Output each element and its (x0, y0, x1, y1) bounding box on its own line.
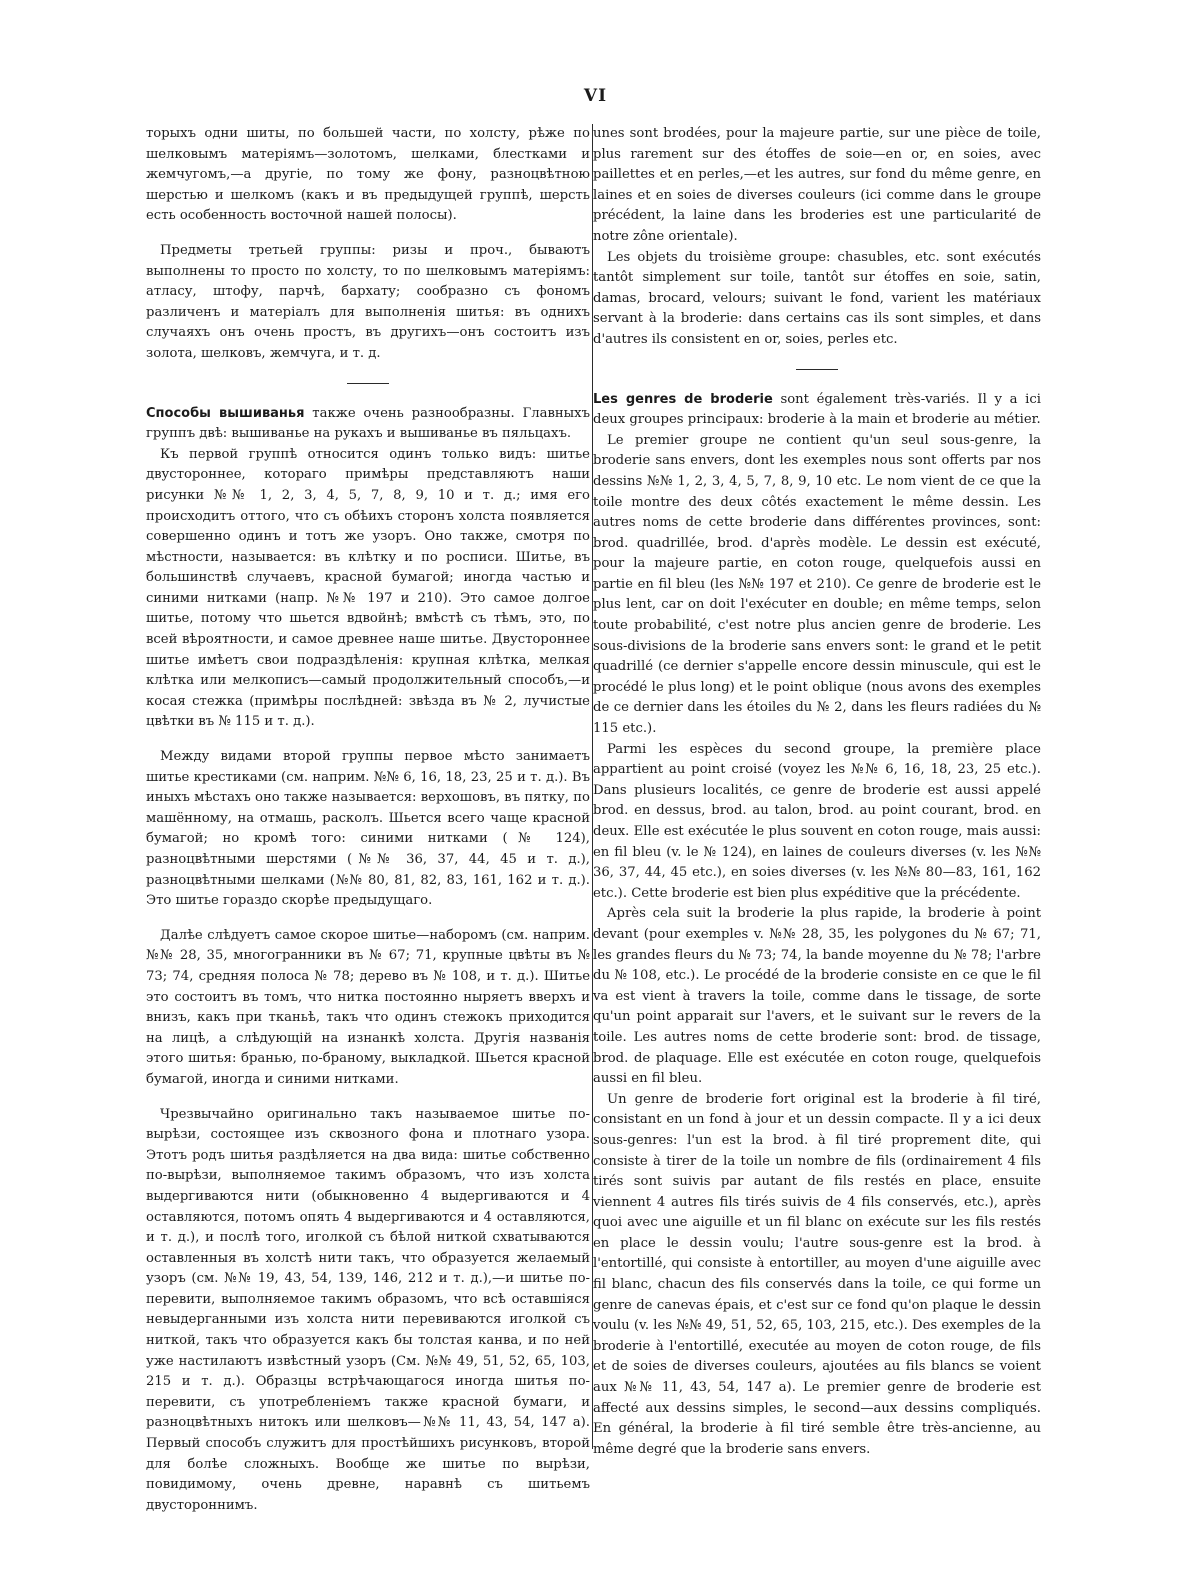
ru-section-heading: Способы вышиванья (146, 405, 305, 421)
ru-paragraph-5: Между видами второй группы первое мѣсто занимаетъ шитье крестиками (см. наприм. №№ 6, 16, 18, 23, 25 и т. д.). Въ иныхъ мѣстахъ оно также называется: верхошовъ, въ пятку, по машённому, на отмашь, расколъ. Шьется всего чаще красной бумагой; но кромѣ того: синими нитками (№ 124), разноцвѣтными шерстями (№№ 36, 37, 44, 45 и т. д.), разноцвѣтными шелками (№№ 80, 81, 82, 83, 161, 162 и т. д.). Это шитье гораздо скорѣе предыдущаго. (146, 749, 590, 909)
fr-paragraph-6: Après cela suit la broderie la plus rapide, la broderie à point devant (pour exemples v. №№ 28, 35, les polygones du № 67; 71, les grandes fleurs du № 73; 74, la bande moyenne du № 78; l'arbre du № 108, etc.). Le procédé de la broderie consiste en ce que le fil va est vient à travers la toile, comme dans le tissage, de sorte qu'un point apparait sur l'avers, et le suivant sur le revers de la toile. Les autres noms de cette broderie sont: brod. de tissage, brod. de plaquage. Elle est exécutée en coton rouge, quelquefois aussi en fil bleu. (593, 906, 1041, 1087)
page-number: VI (583, 86, 608, 106)
ru-paragraph-2: Предметы третьей группы: ризы и проч., бываютъ выполнены то просто по холсту, то по шелковымъ матеріямъ: атласу, штофу, парчѣ, бархату; сообразно съ фономъ различенъ и матеріалъ для выполненія шитья: въ однихъ случаяхъ онъ очень простъ, въ другихъ—онъ состоитъ изъ золота, шелковъ, жемчуга, и т. д. (146, 242, 590, 361)
fr-paragraph-7: Un genre de broderie fort original est la broderie à fil tiré, consistant en un fond à jour et un dessin compacte. Il y a ici deux sous-genres: l'un est la brod. à fil tiré proprement dite, qui consiste à tirer de la toile un nombre de fils (ordinairement 4 fils tirés sont suivis par autant de fils restés en place, ensuite viennent 4 autres fils tirés suivis de 4 fils conservés, etc.), après quoi avec une aiguille et un fil blanc on exécute sur les fils restés en place le dessin voulu; l'autre sous-genre est la brod. à l'entortillé, qui consiste à entortiller, au moyen d'une aiguille avec fil blanc, chacun des fils conservés dans la toile, ce qui forme un genre de canevas épais, et c'est sur ce fond qu'on plaque le dessin voulu (v. les №№ 49, 51, 52, 65, 103, 215, etc.). Des exemples de la broderie à l'entortillé, executée au moyen de coton rouge, de fils et de soies de diverses couleurs, ajoutées au fils blancs se voient aux №№ 11, 43, 54, 147 a). Le premier genre de broderie est affecté aux dessins simples, le second—aux dessins compliqués. En général, la broderie à fil tiré semble être très-ancienne, au même degré que la broderie sans envers. (593, 1091, 1041, 1457)
section-separator (796, 369, 838, 370)
ru-paragraph-3-text: также очень разнообразны. Главныхъ группъ двѣ: вышиванье на рукахъ и вышиванье въ пяльцахъ. (146, 405, 590, 442)
ru-paragraph-6: Далѣе слѣдуетъ самое скорое шитье—наборомъ (см. наприм. №№ 28, 35, многогранники въ № 67; 71, крупные цвѣты въ № 73; 74, средняя полоса № 78; дерево въ № 108, и т. д.). Шитье это состоитъ въ томъ, что нитка постоянно ныряетъ вверхъ и внизъ, какъ при тканьѣ, такъ что одинъ стежокъ приходится на лицѣ, а слѣдующій на изнанкѣ холста. Другія названія этого шитья: бранью, по-браному, выкладкой. Шьется красной бумагой, иногда и синими нитками. (146, 927, 590, 1087)
french-column (593, 124, 1041, 1460)
ru-paragraph-3 (146, 404, 590, 445)
fr-paragraph-4: Le premier groupe ne contient qu'un seul sous-genre, la broderie sans envers, dont les exemples nous sont offerts par nos dessins №№ 1, 2, 3, 4, 5, 7, 8, 9, 10 etc. Le nom vient de ce que la toile montre des deux côtés exactement le même dessin. Les autres noms de cette broderie dans différentes provinces, sont: brod. quadrillée, brod. d'après modèle. Le dessin est exécuté, pour la majeure partie, en coton rouge, quelquefois aussi en partie en fil bleu (les №№ 197 et 210). Ce genre de broderie est le plus lent, car on doit l'exécuter en double; en même temps, selon toute probabilité, c'est notre plus ancien genre de broderie. Les sous-divisions de la broderie sans envers sont: le grand et le petit quadrillé (ce dernier s'appelle encore dessin minuscule, qui est le procédé le plus long) et le point oblique (nous avons des exemples de ce dernier dans les étoiles du № 2, dans les fleurs radiées du № 115 etc.). (593, 432, 1041, 737)
russian-column (146, 124, 590, 1516)
fr-paragraph-3 (593, 390, 1041, 431)
fr-paragraph-1: unes sont brodées, pour la majeure partie, sur une pièce de toile, plus rarement sur des étoffes de soie—en or, en soies, avec paillettes et en perles,—et les autres, sur fond du même genre, en laines et en soies de diverses couleurs (ici comme dans le groupe précédent, la laine dans les broderies est une particularité de notre zône orientale). (593, 126, 1041, 244)
ru-paragraph-7: Чрезвычайно оригинально такъ называемое шитье по-вырѣзи, состоящее изъ сквозного фона и плотнаго узора. Этотъ родъ шитья раздѣляется на два вида: шитье собственно по-вырѣзи, выполняемое такимъ образомъ, что изъ холста выдергиваются нити (обыкновенно 4 выдергиваются и 4 оставляются, потомъ опять 4 выдергиваются и 4 оставляются, и т. д.), и послѣ того, иголкой съ бѣлой ниткой схватываются оставленныя въ холстѣ нити такъ, что образуется желаемый узоръ (см. №№ 19, 43, 54, 139, 146, 212 и т. д.),—и шитье по-перевити, выполняемое такимъ образомъ, что всѣ оставшіяся невыдерганными изъ холста нити перевиваются иголкой съ ниткой, такъ что образуется какъ бы толстая канва, и по ней уже настилаютъ извѣстный узоръ (См. №№ 49, 51, 52, 65, 103, 215 и т. д.). Образцы встрѣчающагося иногда шитья по-перевити, съ употребленіемъ также красной бумаги, и разноцвѣтныхъ нитокъ или шелковъ—№№ 11, 43, 54, 147 а). Первый способъ служитъ для простѣйшихъ рисунковъ, второй для болѣе сложныхъ. Вообще же шитье по вырѣзи, повидимому, очень древне, наравнѣ съ шитьемъ двустороннимъ. (146, 1106, 590, 1513)
section-separator (347, 383, 389, 384)
fr-paragraph-3-text: sont également très-variés. Il y a ici deux groupes principaux: broderie à la main et broderie au métier. (593, 391, 1041, 428)
ru-paragraph-4: Къ первой группѣ относится одинъ только видъ: шитье двустороннее, котораго примѣры представляютъ наши рисунки №№ 1, 2, 3, 4, 5, 7, 8, 9, 10 и т. д.; имя его происходитъ оттого, что съ обѣихъ сторонъ холста появляется совершенно одинъ и тотъ же узоръ. Оно также, смотря по мѣстности, называется: въ клѣтку и по росписи. Шитье, въ большинствѣ случаевъ, красной бумагой; иногда частью и синими нитками (напр. №№ 197 и 210). Это самое долгое шитье, потому что шьется вдвойнѣ; вмѣстѣ съ тѣмъ, это, по всей вѣроятности, и самое древнее наше шитье. Двустороннее шитье имѣетъ свои подраздѣленія: крупная клѣтка, мелкая клѣтка или мелкописъ—самый продолжительный способъ,—и косая стежка (примѣры послѣдней: звѣзда въ № 2, лучистые цвѣтки въ № 115 и т. д.). (146, 446, 590, 730)
fr-section-heading: Les genres de broderie (593, 391, 773, 407)
fr-paragraph-5: Parmi les espèces du second groupe, la première place appartient au point croisé (voyez les №№ 6, 16, 18, 23, 25 etc.). Dans plusieurs localités, ce genre de broderie est aussi appelé brod. en dessus, brod. au talon, brod. au point courant, brod. en deux. Elle est exécutée le plus souvent en coton rouge, mais aussi: en fil bleu (v. le № 124), en laines de couleurs diverses (v. les №№ 36, 37, 44, 45 etc.), en soies diverses (v. les №№ 80—83, 161, 162 etc.). Cette broderie est bien plus expéditive que la précédente. (593, 741, 1041, 901)
fr-paragraph-2: Les objets du troisième groupe: chasubles, etc. sont exécutés tantôt simplement sur toile, tantôt sur étoffes en soie, satin, damas, brocard, velours; suivant le fond, varient les matériaux servant à la broderie: dans certains cas ils sont simples, et dans d'autres ils consistent en or, soies, perles etc. (593, 249, 1041, 347)
ru-paragraph-1: торыхъ одни шиты, по большей части, по холсту, рѣже по шелковымъ матеріямъ—золотомъ, шелками, блестками и жемчугомъ,—а другіе, по тому же фону, разноцвѣтною шерстью и шелкомъ (какъ и въ предыдущей группѣ, шерсть есть особенность восточной нашей полосы). (146, 126, 590, 224)
